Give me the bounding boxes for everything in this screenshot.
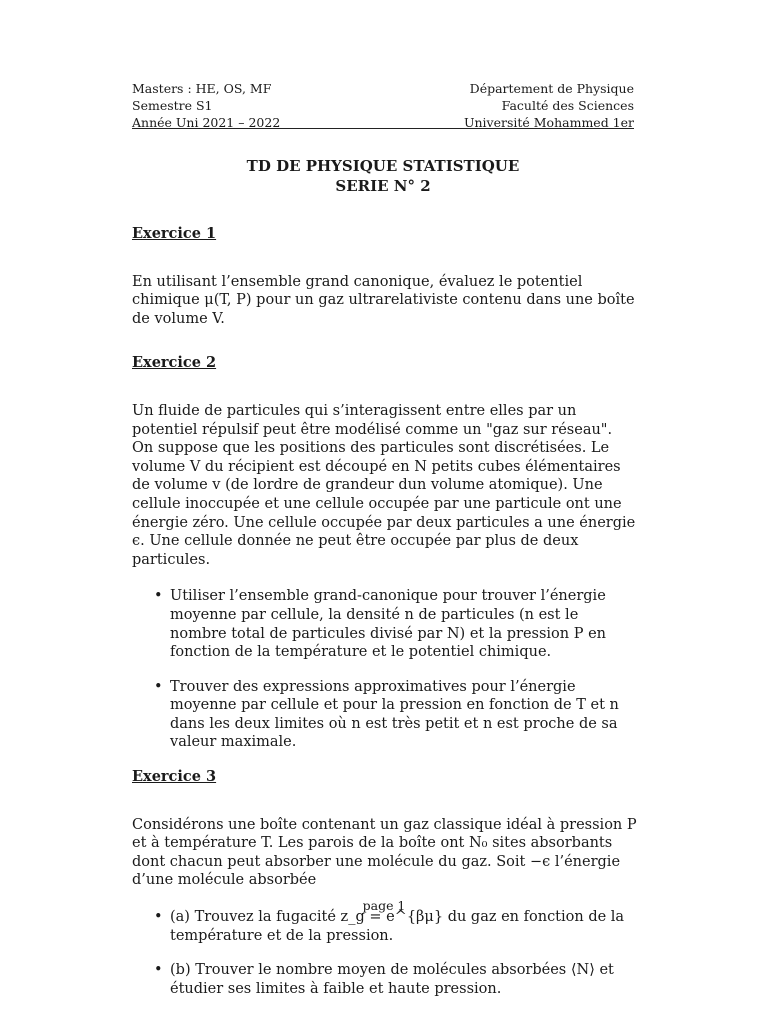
exercise-2: [132, 354, 637, 752]
bullet-icon: •: [154, 962, 163, 979]
header-academic-year: Année Uni 2021 – 2022: [132, 115, 281, 130]
exercise-paragraph: Un fluide de particules qui s’interagissent entre elles par un potentiel répulsif peut être modélisé comme un "gaz sur réseau". On suppose que les positions des particules sont discrétisées. Le volume V du récipient est découpé en N petits cubes élémentaires de volume v (de lordre de grandeur dun volume atomique). Une cellule inoccupée et une cellule occupée par une particule ont une énergie zéro. Une cellule occupée par deux particules a une énergie ϵ. Une cellule donnée ne peut être occupée par plus de deux particules.: [132, 402, 636, 568]
exercise-3: [132, 768, 637, 998]
exercise-paragraph: En utilisant l’ensemble grand canonique, évaluez le potentiel chimique μ(T, P) pour un gaz ultrarelativiste contenu dans une boîte de volume V.: [132, 273, 635, 327]
document-title: [132, 156, 634, 196]
header-divider: [132, 128, 634, 129]
list-item-text: Utiliser l’ensemble grand-canonique pour trouver l’énergie moyenne par cellule, la densité n de particules (n est le nombre total de particules divisé par N) et la pression P en fonction de la température et le potentiel chimique.: [170, 588, 607, 661]
exercise-1: [132, 225, 637, 328]
exercise-title: Exercice 2: [132, 354, 217, 372]
exercise-paragraph: Considérons une boîte contenant un gaz classique idéal à pression P et à température T. Les parois de la boîte ont N₀ sites absorbants dont chacun peut absorber une molécule du gaz. Soit −ϵ l’énergie d’une molécule absorbée: [132, 816, 637, 889]
list-item: [154, 587, 637, 661]
bullet-icon: •: [154, 909, 163, 926]
bullet-icon: •: [154, 588, 163, 605]
list-item-text: Trouver des expressions approximatives pour l’énergie moyenne par cellule et pour la pression en fonction de T et n dans les deux limites où n est très petit et n est proche de sa valeur maximale.: [170, 678, 619, 751]
header-semester: Semestre S1: [132, 98, 213, 113]
header-faculty: Faculté des Sciences: [501, 98, 634, 113]
exercise-title: Exercice 3: [132, 768, 217, 786]
header-university: Université Mohammed 1er: [463, 115, 634, 130]
exercise-bullet-list: [132, 908, 637, 998]
title-line-2: SERIE N° 2: [335, 177, 431, 195]
list-item: [154, 908, 637, 945]
header-programs: Masters : HE, OS, MF: [132, 81, 272, 96]
header-right: [464, 80, 634, 131]
list-item-text: (b) Trouver le nombre moyen de molécules absorbées ⟨N⟩ et étudier ses limites à faible et haute pression.: [170, 962, 614, 997]
header-left: [132, 80, 280, 131]
list-item: [154, 961, 637, 998]
page-header: [132, 80, 634, 131]
page-number: page 1: [362, 898, 406, 913]
exercise-content: [132, 225, 637, 1014]
exercise-bullet-list: [132, 587, 637, 752]
bullet-icon: •: [154, 678, 163, 695]
exercise-title: Exercice 1: [132, 225, 217, 242]
list-item-text: (a) Trouvez la fugacité z_g = e^{βμ} du gaz en fonction de la température et de la pression.: [170, 909, 625, 944]
list-item: [154, 678, 637, 752]
header-department: Département de Physique: [469, 81, 634, 96]
title-line-1: TD DE PHYSIQUE STATISTIQUE: [246, 157, 520, 175]
